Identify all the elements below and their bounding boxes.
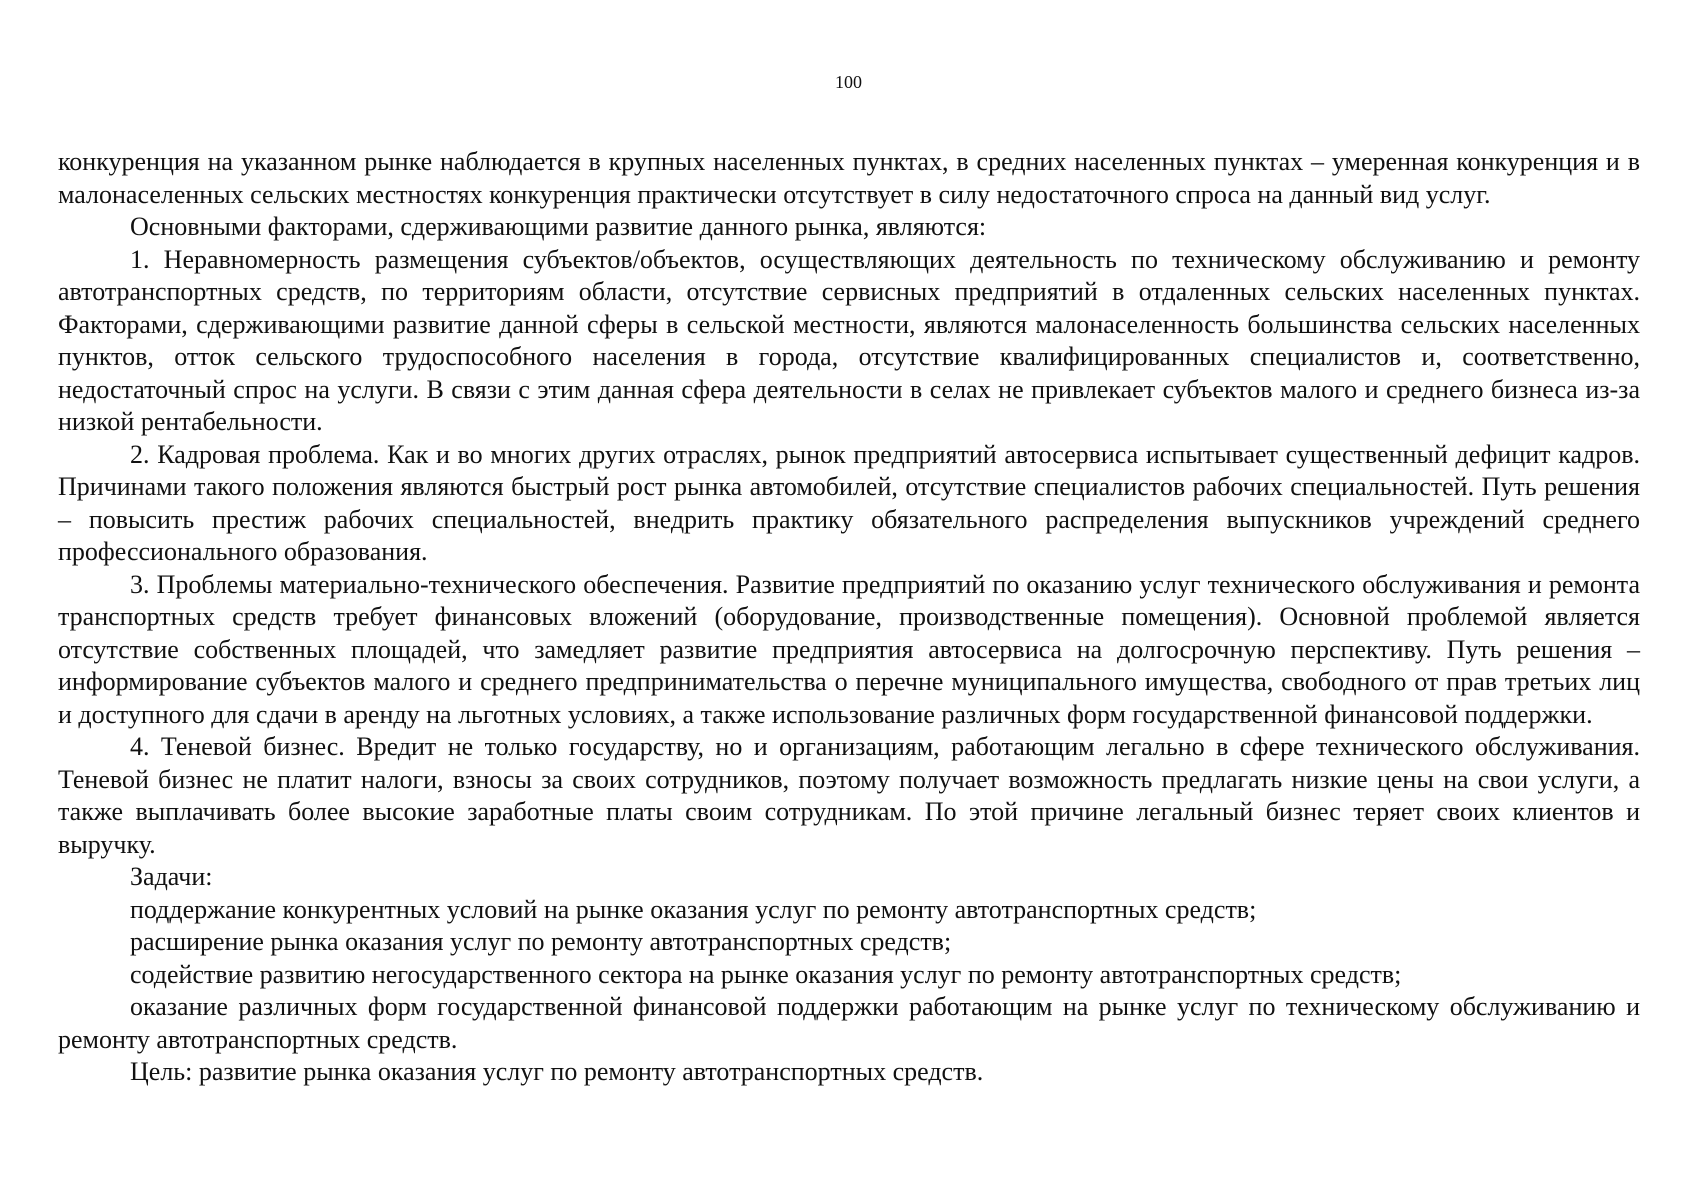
- task-item-4: оказание различных форм государственной финансовой поддержки работающим на рынке услуг по техническому обслуживанию и ремонту автотранспортных средств.: [58, 992, 1640, 1054]
- paragraph-factor-3: 3. Проблемы материально-технического обеспечения. Развитие предприятий по оказанию услуг технического обслуживания и ремонта транспортных средств требует финансовых вложений (оборудование, производственные помещения). Основной проблемой является отсутствие собственных площадей, что замедляет развитие предприятия автосервиса на долгосрочную перспективу. Путь решения – информирование субъектов малого и среднего предпринимательства о перечне муниципального имущества, свободного от прав третьих лиц и доступного для сдачи в аренду на льготных условиях, а также использование различных форм государственной финансовой поддержки.: [58, 569, 1640, 729]
- paragraph-continuation: конкуренция на указанном рынке наблюдается в крупных населенных пунктах, в средних населенных пунктах – умеренная конкуренция и в малонаселенных сельских местностях конкуренция практически отсутствует в силу недостаточного спроса на данный вид услуг.: [58, 147, 1640, 209]
- paragraph-factor-4: 4. Теневой бизнес. Вредит не только государству, но и организациям, работающим легально в сфере технического обслуживания. Теневой бизнес не платит налоги, взносы за своих сотрудников, поэтому получает возможность предлагать низкие цены на свои услуги, а также выплачивать более высокие заработные платы своим сотрудникам. По этой причине легальный бизнес теряет своих клиентов и выручку.: [58, 732, 1640, 859]
- document-body: [58, 146, 1640, 1089]
- paragraph-factor-2: 2. Кадровая проблема. Как и во многих других отраслях, рынок предприятий автосервиса испытывает существенный дефицит кадров. Причинами такого положения являются быстрый рост рынка автомобилей, отсутствие специалистов рабочих специальностей. Путь решения – повысить престиж рабочих специальностей, внедрить практику обязательного распределения выпускников учреждений среднего профессионального образования.: [58, 439, 1640, 566]
- paragraph-factors-intro: Основными факторами, сдерживающими развитие данного рынка, являются:: [130, 212, 987, 241]
- goal-statement: Цель: развитие рынка оказания услуг по ремонту автотранспортных средств.: [130, 1057, 984, 1086]
- task-item-2: расширение рынка оказания услуг по ремонту автотранспортных средств;: [130, 927, 952, 956]
- page-number: 100: [835, 72, 862, 92]
- task-item-3: содействие развитию негосударственного сектора на рынке оказания услуг по ремонту автотранспортных средств;: [130, 959, 1402, 989]
- task-item-1: поддержание конкурентных условий на рынке оказания услуг по ремонту автотранспортных средств;: [130, 894, 1257, 924]
- tasks-heading: Задачи:: [130, 862, 213, 891]
- paragraph-factor-1: 1. Неравномерность размещения субъектов/объектов, осуществляющих деятельность по техническому обслуживанию и ремонту автотранспортных средств, по территориям области, отсутствие сервисных предприятий в отдаленных сельских населенных пунктах. Факторами, сдерживающими развитие данной сферы в сельской местности, являются малонаселенность большинства сельских населенных пунктов, отток сельского трудоспособного населения в города, отсутствие квалифицированных специалистов и, соответственно, недостаточный спрос на услуги. В связи с этим данная сфера деятельности в селах не привлекает субъектов малого и среднего бизнеса из-за низкой рентабельности.: [58, 244, 1640, 436]
